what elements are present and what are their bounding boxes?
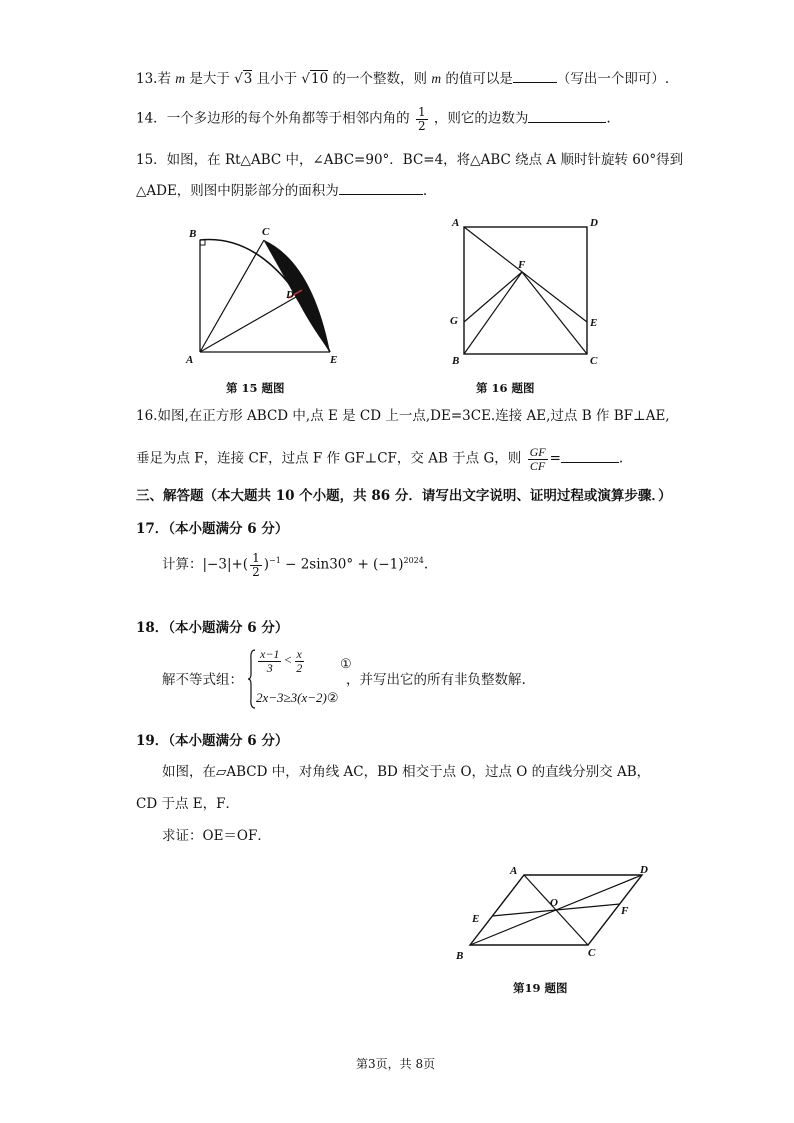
fig15-right-angle-mark: [200, 240, 205, 245]
fig16-line-ae: [464, 227, 587, 322]
q13-var-m-2: m: [431, 71, 442, 86]
fig15-side-ad: [200, 297, 296, 352]
fig16-label-c: C: [590, 355, 598, 367]
fig19-label-o: O: [550, 897, 558, 909]
question-13: 13.若 m 是大于 √3 且小于 √10 的一个整数，则 m 的值可以是 （写出一个即可）.: [136, 71, 670, 87]
fig19-label-d: D: [640, 864, 648, 876]
fig19-label-f: F: [621, 905, 629, 917]
section-3-title: 三、解答题（本大题共 10 个小题，共 86 分．请写出文字说明、证明过程或演算步骤．）: [136, 488, 672, 504]
fig19-label-b: B: [456, 950, 464, 962]
q15-text: △ADE，则图中阴影部分的面积为: [136, 183, 339, 199]
q13-text-3: 且小于: [256, 71, 298, 87]
q14-frac-den: 2: [417, 118, 426, 133]
fig16-label-a: A: [452, 217, 460, 229]
q18-system: [248, 647, 352, 710]
q17-expr-3: − 2sin30° + (−1): [280, 556, 404, 573]
q15-end: .: [422, 183, 428, 199]
page-footer: 第3页，共 8页: [356, 1057, 436, 1071]
q18-frac-left-den: 3: [266, 660, 273, 675]
q17-fraction: [250, 552, 262, 578]
fig16-square: [464, 227, 587, 354]
fig19-label-e: E: [472, 913, 480, 925]
q14-text-2: ，则它的边数为: [433, 110, 529, 127]
q13-text-4: 的一个整数，则: [332, 71, 428, 87]
fig16-line-bf: [464, 272, 522, 354]
q18-tail: ，并写出它的所有非负整数解.: [346, 672, 526, 688]
q18-heading: 18．（本小题满分 6 分）: [136, 620, 289, 636]
q18-frac-left: [258, 648, 281, 674]
q18-frac-right-num: x: [296, 647, 302, 661]
q14-fraction: [416, 106, 428, 132]
q14-end: .: [606, 110, 611, 127]
fig15-side-ac: [200, 240, 264, 352]
q18-ineq-2-text: 2x−3≥3(x−2): [256, 690, 327, 705]
q16-answer-blank[interactable]: [561, 450, 619, 463]
q17-expression: [162, 552, 428, 578]
fig16-label-d: D: [590, 217, 598, 229]
q14-text-1: 一个多边形的每个外角都等于相邻内角的: [166, 110, 410, 127]
fig15-label-c: C: [262, 226, 270, 238]
q13-sqrt-b: 10: [311, 71, 329, 87]
q17-heading: 17．（本小题满分 6 分）: [136, 521, 289, 537]
q15-answer-blank[interactable]: [339, 182, 423, 195]
q18-frac-right: [294, 648, 304, 674]
fig16-label-f: F: [518, 259, 526, 271]
q18-inequality-1: [256, 648, 306, 674]
q17-expr-1: |−3|+(: [202, 556, 249, 573]
q17-frac-num: 1: [252, 551, 260, 565]
q13-text-5: 的值可以是: [445, 71, 513, 87]
fig15-label-d: D: [286, 289, 294, 301]
q17-frac-den: 2: [252, 564, 260, 579]
q13-text-1: 若: [157, 71, 171, 87]
q18-less-than: <: [283, 652, 293, 668]
q15-line-1: 15．如图，在 Rt△ABC 中，∠ABC=90°．BC=4，将△ABC 绕点 A 顺时针旋转 60°得到: [136, 152, 684, 168]
q14-frac-num: 1: [417, 105, 426, 119]
q17-end: .: [423, 556, 429, 573]
fig15-caption: 第 15 题图: [226, 381, 285, 395]
q17-exponent-2: 2024: [403, 556, 424, 566]
q16-frac-den: CF: [529, 458, 546, 473]
fig15-label-a: A: [186, 354, 194, 366]
q13-sqrt-a: 3: [243, 71, 253, 87]
q18-mark-1: ①: [340, 657, 352, 672]
fig19-caption: 第19 题图: [513, 981, 568, 995]
fig16-line-cf: [522, 272, 587, 354]
q16-frac-num: GF: [529, 445, 546, 459]
q16-fraction: [528, 446, 548, 472]
q19-proof: 求证：OE＝OF．: [162, 828, 271, 844]
q16-text: 垂足为点 F，连接 CF，过点 F 作 GF⊥CF，交 AB 于点 G，则: [136, 450, 522, 467]
q18-inequality-2: [256, 690, 339, 706]
q17-label: 计算：: [162, 556, 203, 573]
q17-exponent-1: −1: [269, 556, 281, 566]
figure-19: [452, 860, 662, 970]
fig15-label-b: B: [189, 228, 197, 240]
q16-equals: =: [549, 450, 561, 467]
q19-line-2: CD 于点 E，F．: [136, 796, 239, 812]
figure-16: [444, 212, 604, 372]
q13-text-2: 是大于: [189, 71, 230, 87]
q18-brace: [248, 648, 256, 710]
fig16-caption: 第 16 题图: [476, 381, 535, 395]
fig16-label-g: G: [450, 315, 458, 327]
q13-answer-blank[interactable]: [513, 70, 557, 83]
q18-frac-right-den: 2: [296, 660, 303, 675]
q16-line-1: 16.如图,在正方形 ABCD 中,点 E 是 CD 上一点,DE=3CE.连接 AE,过点 B 作 BF⊥AE,: [136, 408, 670, 424]
q15-line-2: [136, 182, 427, 199]
q13-number: 13.: [136, 71, 158, 87]
fig16-label-b: B: [452, 355, 460, 367]
q18-frac-left-num: x−1: [260, 647, 280, 661]
q19-line-1: 如图，在▱ABCD 中，对角线 AC，BD 相交于点 O，过点 O 的直线分别交 AB，: [162, 764, 651, 780]
q13-text-6: （写出一个即可）.: [556, 71, 670, 87]
q17-expr-2: ): [263, 556, 269, 573]
fig19-label-a: A: [510, 865, 518, 877]
q16-line-2: [136, 446, 623, 472]
fig16-line-gf: [464, 272, 522, 322]
fig16-label-e: E: [590, 317, 598, 329]
question-14: [136, 106, 611, 132]
q16-end: .: [618, 450, 624, 467]
q19-heading: 19．（本小题满分 6 分）: [136, 733, 289, 749]
q18-mark-2: ②: [326, 691, 339, 706]
q18-label: 解不等式组：: [162, 672, 243, 688]
q13-var-m: m: [175, 71, 186, 86]
fig19-label-c: C: [588, 947, 596, 959]
q14-answer-blank[interactable]: [528, 110, 606, 123]
q14-number: 14．: [136, 110, 167, 127]
figure-15: [180, 222, 350, 372]
fig15-label-e: E: [330, 354, 338, 366]
fig15-shaded-region: [200, 240, 330, 352]
